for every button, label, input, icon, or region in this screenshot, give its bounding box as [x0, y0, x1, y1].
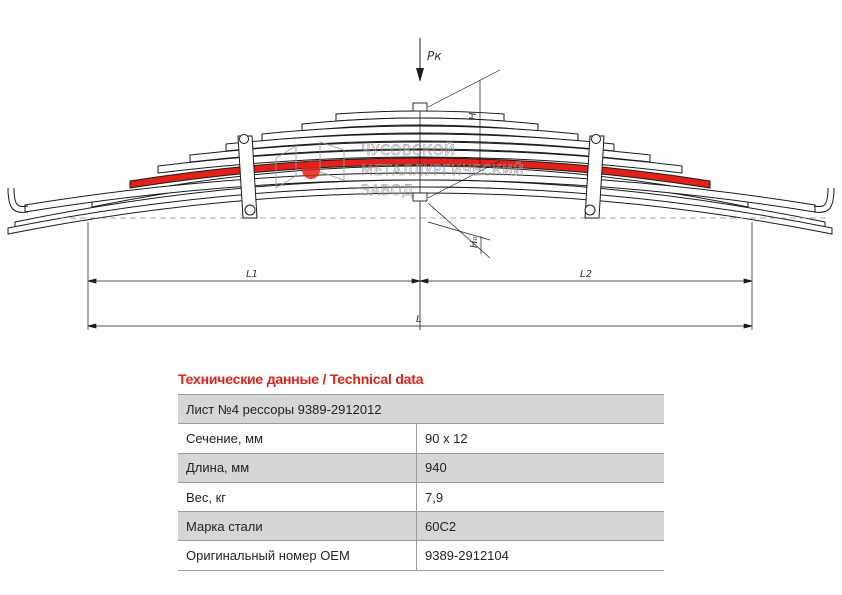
right-spring-eye — [814, 188, 834, 212]
row-label: Длина, мм — [178, 453, 417, 482]
h-label: H — [468, 112, 479, 120]
row-label: Сечение, мм — [178, 424, 417, 453]
l-label: L — [416, 314, 422, 325]
technical-data-table — [178, 394, 664, 571]
row-label: Оригинальный номер OEM — [178, 541, 417, 570]
row-value: 9389-2912104 — [417, 541, 665, 570]
row-value: 60С2 — [417, 512, 665, 541]
center-bolt-nut — [413, 193, 427, 201]
watermark-line-2: МЕТАЛЛУРГИЧЕСКИЙ — [361, 163, 525, 179]
load-label: Pк — [427, 49, 442, 63]
l1-label: L1 — [246, 269, 258, 280]
table-row — [178, 482, 664, 511]
h0-label: H₀ — [469, 236, 480, 248]
row-label: Марка стали — [178, 512, 417, 541]
table-row — [178, 424, 664, 453]
row-label: Вес, кг — [178, 482, 417, 511]
h0-dimension — [428, 203, 490, 258]
load-arrow-head — [416, 68, 424, 82]
table-header-cell: Лист №4 рессоры 9389-2912012 — [178, 395, 664, 424]
row-value: 940 — [417, 453, 665, 482]
watermark-line-3: ЗАВОД — [361, 183, 414, 199]
l2-label: L2 — [580, 269, 592, 280]
table-row — [178, 512, 664, 541]
row-value: 90 x 12 — [417, 424, 665, 453]
table-row — [178, 453, 664, 482]
table-title: Технические данные / Technical data — [178, 371, 424, 387]
row-value: 7,9 — [417, 482, 665, 511]
table-row — [178, 541, 664, 570]
center-bolt-head — [413, 103, 427, 111]
watermark-line-1: ЧУСОВСКОЙ — [361, 143, 456, 159]
watermark-logo-dot-icon — [302, 161, 320, 179]
table-header-row — [178, 395, 664, 424]
